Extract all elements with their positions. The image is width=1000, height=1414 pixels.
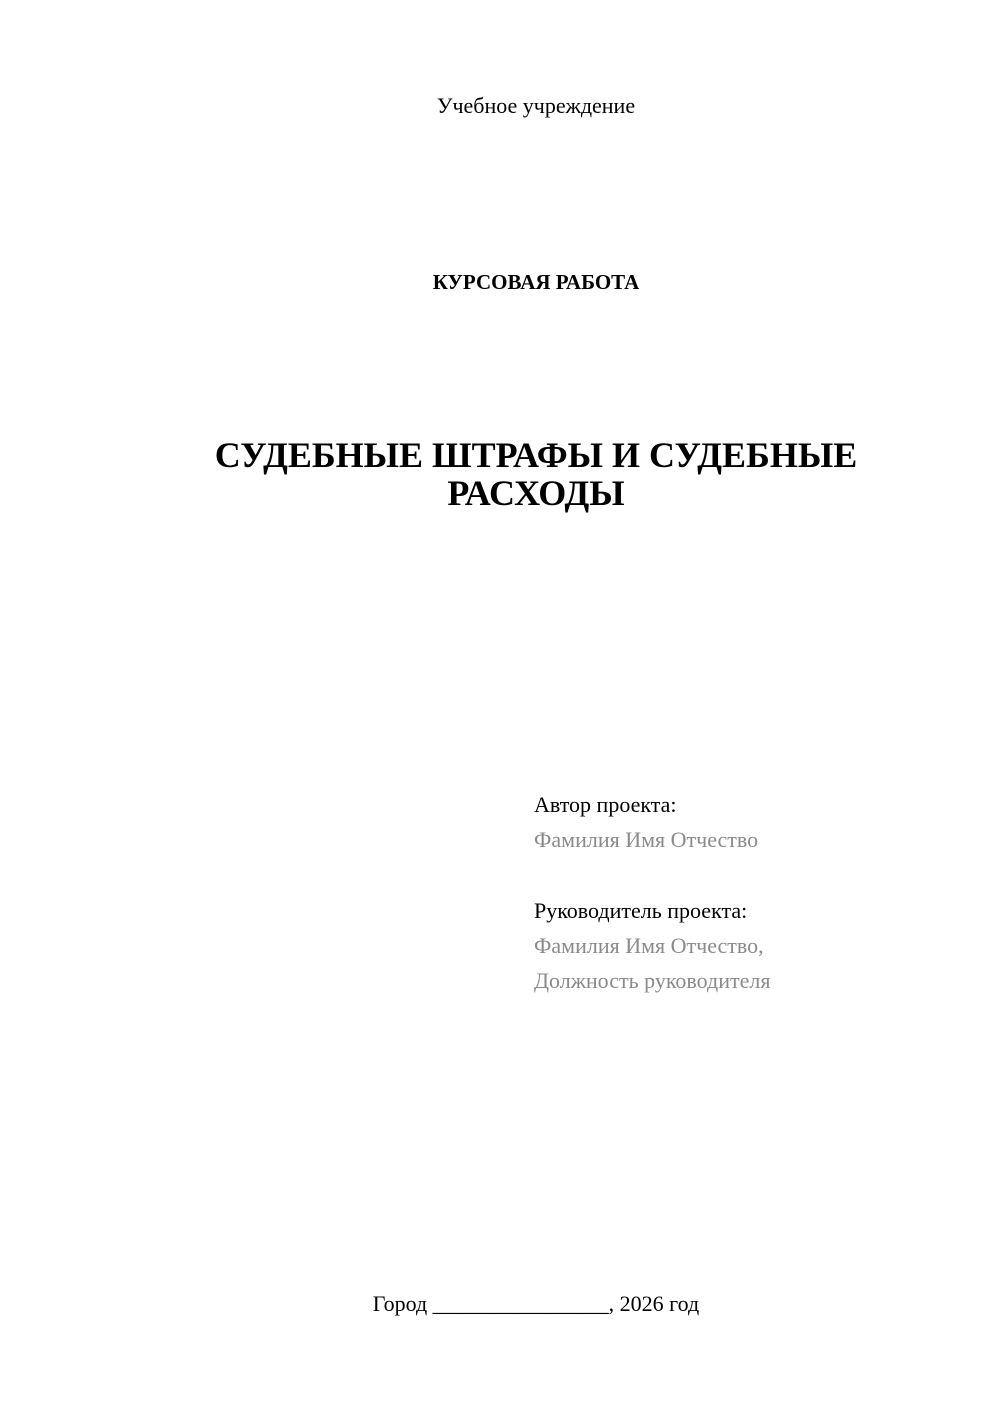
supervisor-name: Фамилия Имя Отчество, bbox=[534, 933, 764, 958]
document-title-line-2: РАСХОДЫ bbox=[447, 473, 625, 513]
author-name: Фамилия Имя Отчество bbox=[534, 827, 759, 852]
spacer bbox=[534, 857, 974, 893]
document-title bbox=[150, 436, 922, 512]
document-title-line-1: СУДЕБНЫЕ ШТРАФЫ И СУДЕБНЫЕ bbox=[214, 435, 858, 475]
supervisor-position: Должность руководителя bbox=[534, 968, 771, 993]
city-year-line: Город ________________, 2026 год bbox=[372, 1291, 700, 1316]
institution-name: Учебное учреждение bbox=[436, 93, 636, 118]
author-label: Автор проекта: bbox=[534, 792, 677, 817]
project-info bbox=[534, 787, 974, 998]
supervisor-label: Руководитель проекта: bbox=[534, 898, 748, 923]
work-type-heading: КУРСОВАЯ РАБОТА bbox=[432, 270, 640, 294]
